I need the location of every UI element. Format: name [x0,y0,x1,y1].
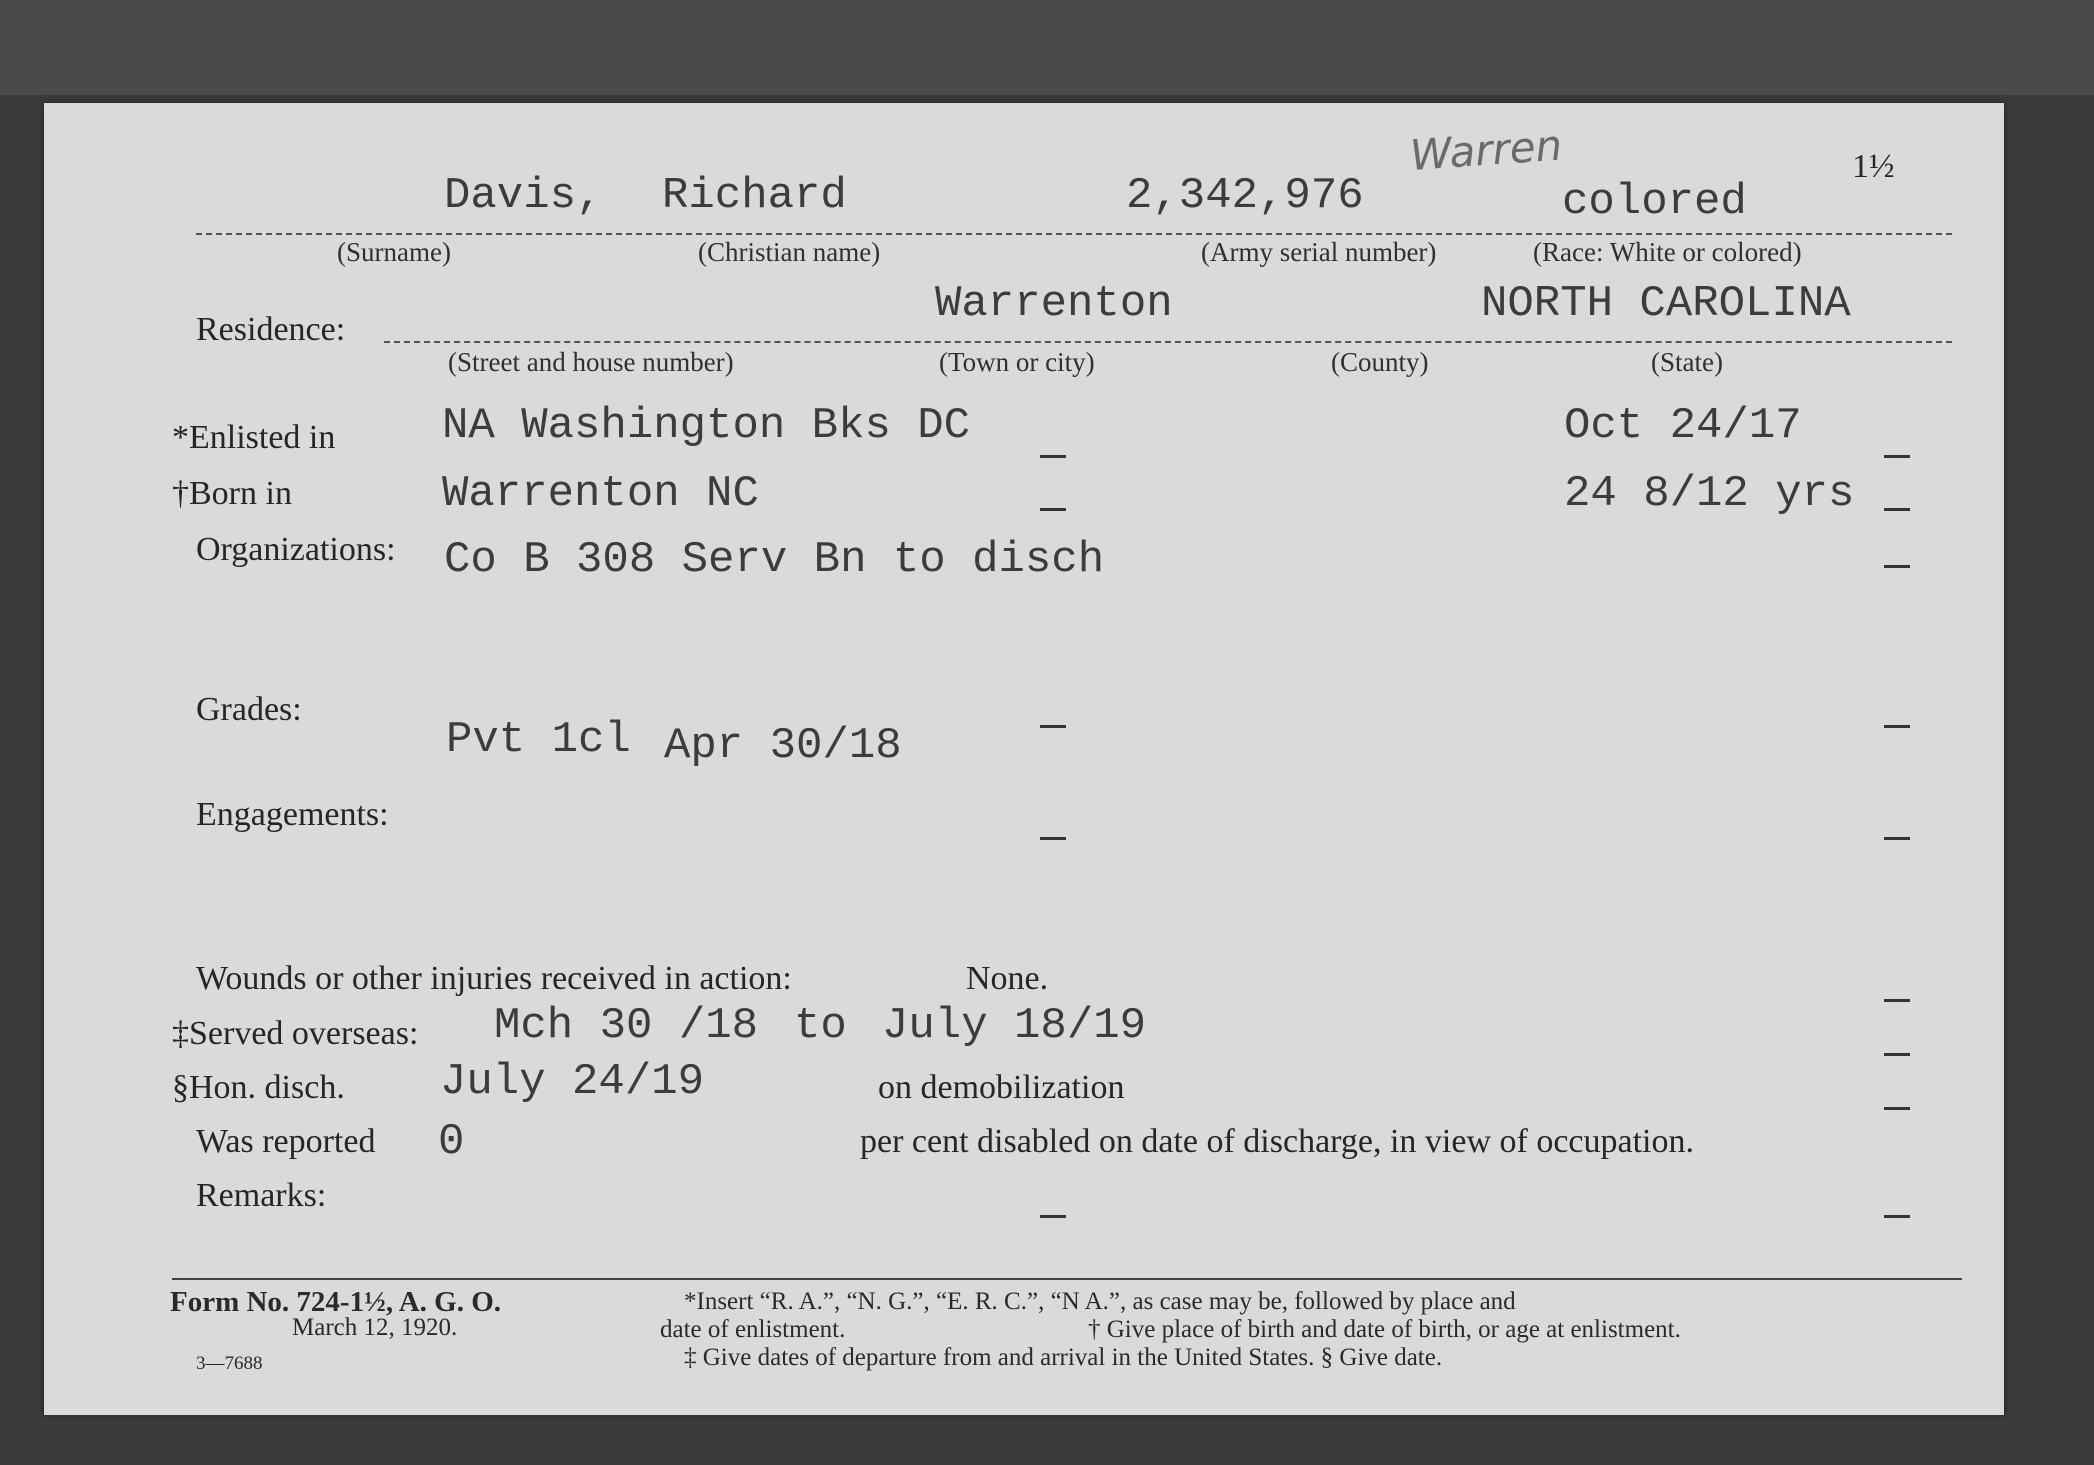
print-code: 3—7688 [196,1353,263,1374]
born-age-value: 24 8/12 yrs [1564,469,1855,519]
form-number: Form No. 724-1½, A. G. O. [170,1286,502,1318]
field-tick [1040,1215,1066,1218]
footnote-2b: † Give place of birth and date of birth, or age at enlistment. [1088,1316,1681,1343]
town-value: Warrenton [935,279,1173,329]
organizations-value: Co B 308 Serv Bn to disch [444,535,1105,585]
hon-disch-date-value: July 24/19 [440,1057,705,1107]
organizations-label: Organizations: [196,531,396,568]
footer-rule [172,1278,1962,1280]
race-value: colored [1562,177,1747,227]
grade-rank-value: Pvt 1cl [446,715,631,765]
engagements-label: Engagements: [196,796,389,833]
disabled-text: per cent disabled on date of discharge, in view of occupation. [860,1123,1694,1160]
enlisted-date-value: Oct 24/17 [1564,401,1802,451]
town-caption: (Town or city) [939,347,1095,377]
remarks-label: Remarks: [196,1177,327,1214]
enlisted-label: *Enlisted in [172,419,336,456]
corner-mark: 1½ [1852,148,1895,185]
born-label: †Born in [172,475,292,512]
field-tick [1040,455,1066,458]
form-date: March 12, 1920. [292,1314,458,1341]
field-tick [1040,508,1066,511]
grades-label: Grades: [196,691,302,728]
disabled-percent-value: 0 [438,1117,465,1167]
hon-disch-label: §Hon. disch. [172,1069,345,1106]
surname-caption: (Surname) [337,237,451,267]
name-line [196,233,1952,235]
state-caption: (State) [1651,347,1723,377]
footnote-1: *Insert “R. A.”, “N. G.”, “E. R. C.”, “N A.”, as case may be, followed by place and [684,1288,1516,1315]
overseas-to-word: to [794,1001,847,1051]
demobilization-text: on demobilization [878,1069,1125,1106]
field-tick [1884,565,1910,568]
county-caption: (County) [1331,347,1429,377]
residence-label: Residence: [196,311,346,348]
grade-date-value: Apr 30/18 [664,721,902,771]
field-tick [1884,508,1910,511]
field-tick [1884,1215,1910,1218]
scanner-background [0,0,2094,95]
field-tick [1884,1053,1910,1056]
enlisted-place-value: NA Washington Bks DC [442,401,971,451]
overseas-label: ‡Served overseas: [172,1015,419,1052]
field-tick [1040,725,1066,728]
field-tick [1884,725,1910,728]
field-tick [1884,999,1910,1002]
born-place-value: Warrenton NC [442,469,759,519]
footnote-3: ‡ Give dates of departure from and arrival in the United States. § Give date. [684,1344,1443,1371]
residence-line [384,341,1952,343]
wounds-value: None. [966,960,1049,997]
christian-name-value: Richard [662,171,847,221]
wounds-label: Wounds or other injuries received in action: [196,960,792,997]
reported-label: Was reported [196,1123,376,1160]
footnote-2a: date of enlistment. [660,1316,846,1343]
field-tick [1884,455,1910,458]
handwritten-note: Warren [1408,120,1564,180]
overseas-from-value: Mch 30 /18 [494,1001,759,1051]
street-caption: (Street and house number) [448,347,734,377]
serial-caption: (Army serial number) [1201,237,1437,267]
surname-value: Davis, [444,171,603,221]
field-tick [1884,1107,1910,1110]
serial-number-value: 2,342,976 [1126,171,1364,221]
overseas-to-value: July 18/19 [882,1001,1147,1051]
state-value: NORTH CAROLINA [1481,279,1851,329]
field-tick [1884,837,1910,840]
christian-name-caption: (Christian name) [698,237,881,267]
service-record-card [44,103,2004,1415]
race-caption: (Race: White or colored) [1533,237,1802,267]
field-tick [1040,837,1066,840]
